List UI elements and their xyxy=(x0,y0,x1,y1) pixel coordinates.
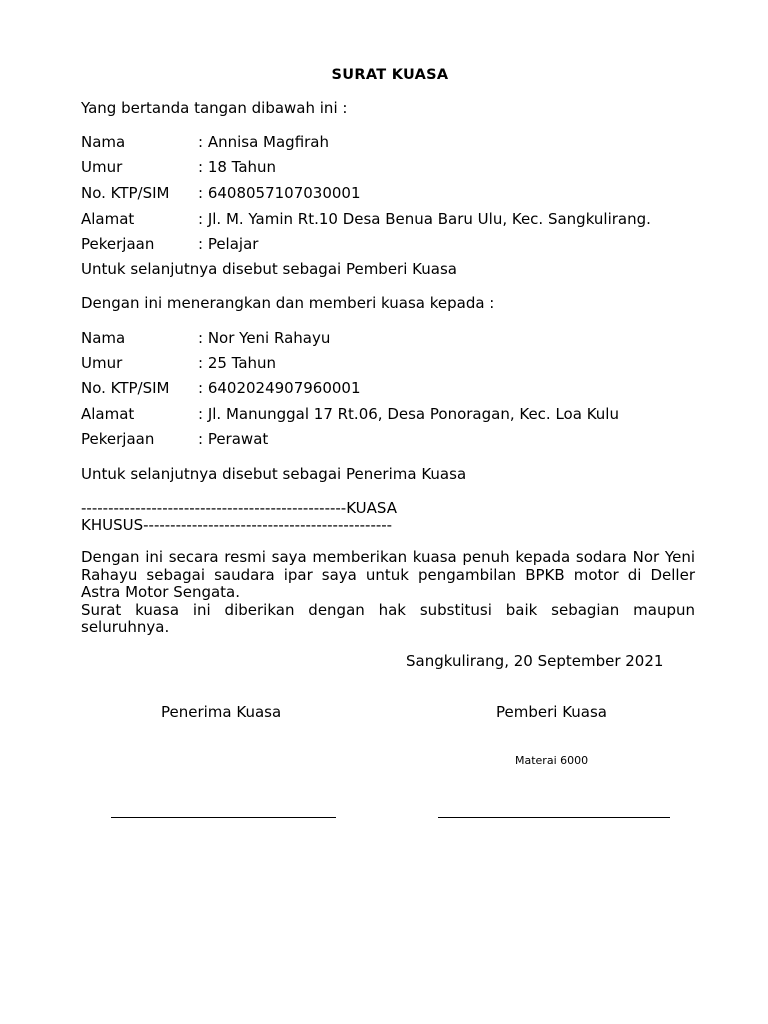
signature-label-giver: Pemberi Kuasa xyxy=(496,703,607,721)
signature-label-receiver: Penerima Kuasa xyxy=(161,703,282,721)
field-label: Umur xyxy=(81,158,123,176)
receiver-field-row xyxy=(81,379,361,397)
giver-field-row xyxy=(81,158,276,176)
body-text xyxy=(81,549,695,637)
field-label: Pekerjaan xyxy=(81,430,155,448)
receiver-field-row xyxy=(81,354,276,372)
field-label: No. KTP/SIM xyxy=(81,379,170,397)
separator-line-1: -------------------------------------------------KUASA xyxy=(81,499,397,517)
receiver-field-row xyxy=(81,329,330,347)
separator-line-2: KHUSUS---------------------------------------------- xyxy=(81,516,393,534)
giver-field-row xyxy=(81,210,651,228)
field-value: : 25 Tahun xyxy=(198,354,277,372)
field-value: : Jl. Manunggal 17 Rt.06, Desa Ponoragan, Kec. Loa Kulu xyxy=(198,405,619,423)
giver-field-row xyxy=(81,133,329,151)
field-value: : 6402024907960001 xyxy=(198,379,361,397)
field-value: : 18 Tahun xyxy=(198,158,277,176)
field-label: Nama xyxy=(81,133,126,151)
body-paragraph-1: Dengan ini secara resmi saya memberikan kuasa penuh kepada sodara Nor Yeni Rahayu sebagai saudara ipar saya untuk pengambilan BPKB motor di Deller Astra Motor Sengata. xyxy=(81,548,695,601)
giver-field-row xyxy=(81,184,361,202)
field-value: : Pelajar xyxy=(198,235,259,253)
signature-line-giver xyxy=(438,817,670,818)
receiver-field-row xyxy=(81,430,268,448)
field-value: : Nor Yeni Rahayu xyxy=(198,329,331,347)
field-label: Alamat xyxy=(81,405,135,423)
field-label: Pekerjaan xyxy=(81,235,155,253)
field-value: : Annisa Magfirah xyxy=(198,133,330,151)
receiver-closing: Untuk selanjutnya disebut sebagai Penerima Kuasa xyxy=(81,465,467,483)
field-value: : Perawat xyxy=(198,430,269,448)
field-label: No. KTP/SIM xyxy=(81,184,170,202)
place-date: Sangkulirang, 20 September 2021 xyxy=(406,652,664,670)
signature-line-receiver xyxy=(111,817,336,818)
field-value: : 6408057107030001 xyxy=(198,184,361,202)
body-paragraph-2: Surat kuasa ini diberikan dengan hak substitusi baik sebagian maupun seluruhnya. xyxy=(81,600,695,636)
giver-closing: Untuk selanjutnya disebut sebagai Pemberi Kuasa xyxy=(81,260,457,278)
receiver-field-row xyxy=(81,405,619,423)
mid-statement: Dengan ini menerangkan dan memberi kuasa kepada : xyxy=(81,294,495,312)
field-label: Nama xyxy=(81,329,126,347)
field-label: Umur xyxy=(81,354,123,372)
intro-text: Yang bertanda tangan dibawah ini : xyxy=(81,99,348,117)
stamp-note: Materai 6000 xyxy=(515,754,589,767)
field-value: : Jl. M. Yamin Rt.10 Desa Benua Baru Ulu, Kec. Sangkulirang. xyxy=(198,210,651,228)
field-label: Alamat xyxy=(81,210,135,228)
giver-field-row xyxy=(81,235,258,253)
document-title: SURAT KUASA xyxy=(331,67,449,83)
